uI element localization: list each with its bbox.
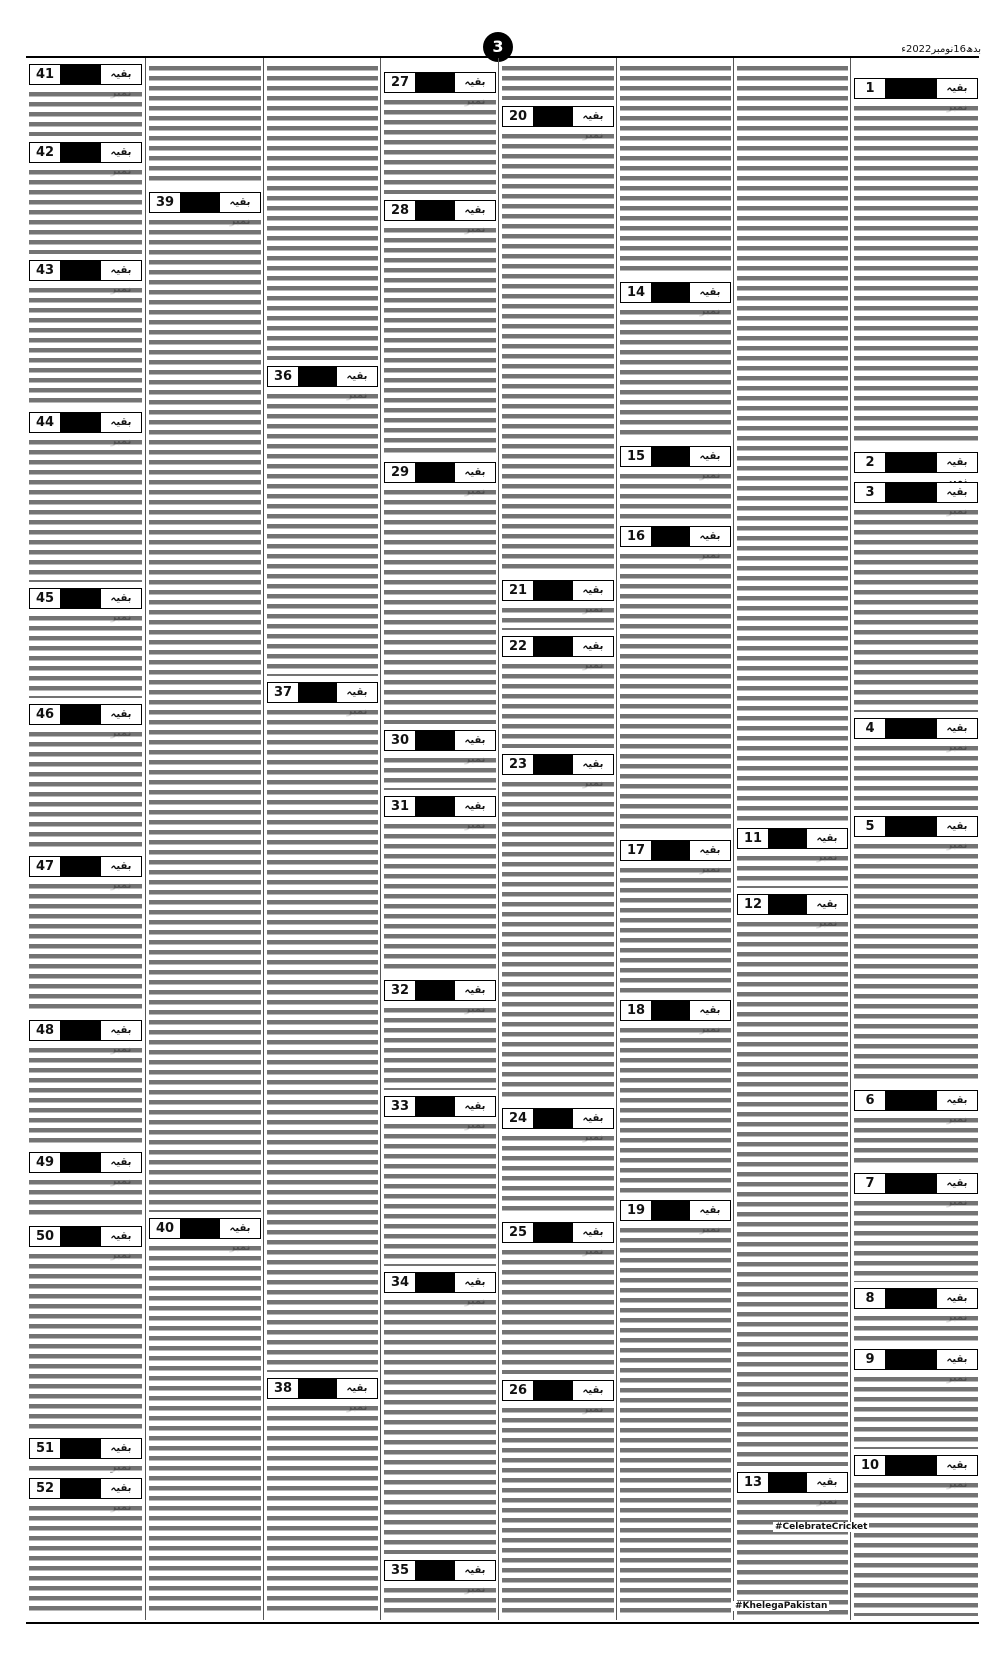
notice-black-bar (60, 589, 101, 608)
notice-number: 29 (385, 463, 415, 482)
notice-number: 34 (385, 1273, 415, 1292)
notice-header-5 (854, 816, 978, 837)
notice-black-bar (60, 1153, 101, 1172)
column-continuation-text (737, 62, 848, 822)
notice-number: 12 (738, 895, 768, 914)
notice-number: 1 (855, 79, 885, 98)
notice-number: 28 (385, 201, 415, 220)
notice-label: بقیہ (346, 687, 368, 698)
notice-body-35 (384, 1584, 496, 1616)
notice-body-12 (737, 918, 848, 1466)
notice-black-bar (651, 447, 690, 466)
notice-number: 31 (385, 797, 415, 816)
notice-header-36 (267, 366, 378, 387)
notice-number: 7 (855, 1174, 885, 1193)
notice-black-bar (533, 637, 573, 656)
notice-body-42 (29, 166, 142, 254)
notice-number: 6 (855, 1091, 885, 1110)
notice-number: 18 (621, 1001, 651, 1020)
notice-body-32 (384, 1004, 496, 1090)
notice-label: بقیہ (110, 861, 132, 872)
notice-header-50 (29, 1226, 142, 1247)
notice-number: 14 (621, 283, 651, 302)
notice-number: 4 (855, 719, 885, 738)
notice-body-28 (384, 224, 496, 456)
notice-label: بقیہ (110, 417, 132, 428)
notice-header-15 (620, 446, 731, 467)
notice-number: 22 (503, 637, 533, 656)
notice-body-48 (29, 1044, 142, 1146)
notice-black-bar (60, 1479, 101, 1498)
notice-label: بقیہ (946, 457, 968, 468)
notice-body-13 (737, 1496, 848, 1616)
notice-header-16 (620, 526, 731, 547)
notice-label: بقیہ (464, 1101, 486, 1112)
notice-body-7 (854, 1197, 978, 1282)
notice-label: بقیہ (946, 83, 968, 94)
notice-body-26 (502, 1404, 614, 1616)
notice-number: 38 (268, 1379, 298, 1398)
notice-number: 48 (30, 1021, 60, 1040)
notice-header-4 (854, 718, 978, 739)
notice-black-bar (415, 981, 455, 1000)
notice-header-41 (29, 64, 142, 85)
notice-black-bar (533, 107, 573, 126)
notice-label: بقیہ (946, 487, 968, 498)
column-8 (26, 58, 145, 1620)
notice-label: بقیہ (110, 1483, 132, 1494)
notice-body-1 (854, 102, 978, 446)
bottom-rule (26, 1622, 979, 1624)
notice-header-34 (384, 1272, 496, 1293)
notice-label: بقیہ (699, 531, 721, 542)
notice-number: 37 (268, 683, 298, 702)
hashtag-celebrate-cricket: #CelebrateCricket (775, 1522, 868, 1532)
notice-header-51 (29, 1438, 142, 1459)
notice-black-bar (533, 1381, 573, 1400)
notice-black-bar (885, 817, 937, 836)
notice-header-37 (267, 682, 378, 703)
notice-number: 21 (503, 581, 533, 600)
notice-number: 33 (385, 1097, 415, 1116)
notice-header-25 (502, 1222, 614, 1243)
notice-black-bar (885, 719, 937, 738)
notice-header-10 (854, 1455, 978, 1476)
notice-black-bar (533, 1223, 573, 1242)
notice-header-18 (620, 1000, 731, 1021)
notice-label: بقیہ (816, 1477, 838, 1488)
notice-header-23 (502, 754, 614, 775)
notice-label: بقیہ (110, 265, 132, 276)
notice-number: 50 (30, 1227, 60, 1246)
notice-number: 19 (621, 1201, 651, 1220)
notice-black-bar (415, 201, 455, 220)
notice-body-38 (267, 1402, 378, 1616)
notice-black-bar (885, 1456, 937, 1475)
notice-label: بقیہ (464, 467, 486, 478)
notice-label: بقیہ (582, 1227, 604, 1238)
notice-number: 51 (30, 1439, 60, 1458)
notice-header-19 (620, 1200, 731, 1221)
notice-header-2 (854, 452, 978, 473)
column-2 (733, 58, 851, 1620)
notice-header-22 (502, 636, 614, 657)
notice-header-32 (384, 980, 496, 1001)
notice-number: 32 (385, 981, 415, 1000)
notice-label: بقیہ (110, 147, 132, 158)
notice-black-bar (60, 65, 101, 84)
notice-black-bar (60, 143, 101, 162)
notice-number: 36 (268, 367, 298, 386)
notice-black-bar (533, 1109, 573, 1128)
notice-black-bar (768, 1473, 807, 1492)
notice-body-45 (29, 612, 142, 698)
notice-black-bar (885, 1174, 937, 1193)
page-number-badge: 3 (483, 32, 513, 62)
notice-black-bar (885, 1350, 937, 1369)
notice-body-41 (29, 88, 142, 136)
notice-body-16 (620, 550, 731, 834)
notice-body-9 (854, 1373, 978, 1449)
notice-body-5 (854, 840, 978, 1084)
notice-body-46 (29, 728, 142, 850)
notice-body-40 (149, 1242, 261, 1616)
notice-header-3 (854, 482, 978, 503)
notice-label: بقیہ (110, 1025, 132, 1036)
notice-header-8 (854, 1288, 978, 1309)
notice-black-bar (60, 1227, 101, 1246)
notice-label: بقیہ (946, 821, 968, 832)
column-3 (616, 58, 734, 1620)
notice-black-bar (60, 1021, 101, 1040)
notice-black-bar (298, 1379, 337, 1398)
notice-header-44 (29, 412, 142, 433)
notice-label: بقیہ (110, 69, 132, 80)
notice-header-11 (737, 828, 848, 849)
notice-number: 24 (503, 1109, 533, 1128)
notice-body-50 (29, 1250, 142, 1432)
notice-number: 42 (30, 143, 60, 162)
notice-header-31 (384, 796, 496, 817)
notice-header-39 (149, 192, 261, 213)
notice-header-29 (384, 462, 496, 483)
notice-label: بقیہ (464, 801, 486, 812)
column-7 (145, 58, 264, 1620)
notice-black-bar (180, 1219, 220, 1238)
notice-black-bar (415, 1273, 455, 1292)
notice-number: 47 (30, 857, 60, 876)
notice-label: بقیہ (946, 1095, 968, 1106)
notice-header-6 (854, 1090, 978, 1111)
notice-number: 16 (621, 527, 651, 546)
notice-body-10 (854, 1479, 978, 1616)
column-continuation-text (149, 62, 261, 186)
notice-number: 52 (30, 1479, 60, 1498)
notice-header-27 (384, 72, 496, 93)
notice-number: 23 (503, 755, 533, 774)
notice-black-bar (885, 483, 937, 502)
page-date: بدھ16نومبر2022ء (901, 44, 981, 55)
notice-label: بقیہ (229, 1223, 251, 1234)
notice-label: بقیہ (464, 1565, 486, 1576)
notice-body-3 (854, 506, 978, 712)
notice-black-bar (415, 1561, 455, 1580)
notice-number: 46 (30, 705, 60, 724)
notice-black-bar (651, 1001, 690, 1020)
column-continuation-text (620, 62, 731, 276)
notice-header-49 (29, 1152, 142, 1173)
notice-header-26 (502, 1380, 614, 1401)
notice-number: 17 (621, 841, 651, 860)
notice-number: 26 (503, 1381, 533, 1400)
notice-header-17 (620, 840, 731, 861)
notice-label: بقیہ (582, 111, 604, 122)
notice-number: 41 (30, 65, 60, 84)
notice-label: بقیہ (699, 845, 721, 856)
notice-black-bar (60, 1439, 101, 1458)
notice-number: 49 (30, 1153, 60, 1172)
column-continuation-text (267, 62, 378, 360)
notice-body-25 (502, 1246, 614, 1374)
notice-black-bar (768, 895, 807, 914)
notice-black-bar (415, 73, 455, 92)
notice-body-8 (854, 1312, 978, 1343)
notice-black-bar (415, 731, 455, 750)
notice-header-30 (384, 730, 496, 751)
notice-label: بقیہ (946, 1178, 968, 1189)
notice-black-bar (533, 755, 573, 774)
notice-header-46 (29, 704, 142, 725)
notice-number: 27 (385, 73, 415, 92)
notice-body-15 (620, 470, 731, 520)
notice-number: 44 (30, 413, 60, 432)
notice-body-37 (267, 706, 378, 1372)
notice-label: بقیہ (229, 197, 251, 208)
notice-number: 39 (150, 193, 180, 212)
notice-number: 3 (855, 483, 885, 502)
notice-body-49 (29, 1176, 142, 1220)
notice-number: 9 (855, 1350, 885, 1369)
notice-label: بقیہ (110, 1157, 132, 1168)
notice-number: 45 (30, 589, 60, 608)
notice-label: بقیہ (110, 593, 132, 604)
column-4 (498, 58, 617, 1620)
notice-header-13 (737, 1472, 848, 1493)
notice-number: 11 (738, 829, 768, 848)
notice-header-9 (854, 1349, 978, 1370)
notice-label: بقیہ (699, 287, 721, 298)
notice-body-19 (620, 1224, 731, 1616)
notice-number: 2 (855, 453, 885, 472)
notice-header-14 (620, 282, 731, 303)
notice-body-34 (384, 1296, 496, 1554)
notice-black-bar (885, 1091, 937, 1110)
notice-body-11 (737, 852, 848, 888)
notice-label: بقیہ (464, 205, 486, 216)
notice-number: 35 (385, 1561, 415, 1580)
notice-body-52 (29, 1502, 142, 1616)
notice-black-bar (60, 261, 101, 280)
notice-header-38 (267, 1378, 378, 1399)
notice-number: 30 (385, 731, 415, 750)
notice-label: بقیہ (582, 585, 604, 596)
notice-header-40 (149, 1218, 261, 1239)
notice-header-20 (502, 106, 614, 127)
notice-label: بقیہ (946, 723, 968, 734)
notice-header-43 (29, 260, 142, 281)
notice-label: بقیہ (816, 899, 838, 910)
notice-number: 25 (503, 1223, 533, 1242)
column-continuation-text (502, 62, 614, 100)
notice-black-bar (533, 581, 573, 600)
notice-black-bar (298, 683, 337, 702)
notice-header-1 (854, 78, 978, 99)
notice-label: بقیہ (582, 1113, 604, 1124)
notice-black-bar (415, 463, 455, 482)
notice-body-30 (384, 754, 496, 790)
notice-header-52 (29, 1478, 142, 1499)
notice-body-27 (384, 96, 496, 194)
notice-black-bar (651, 1201, 690, 1220)
notice-label: بقیہ (464, 985, 486, 996)
notice-label: بقیہ (110, 709, 132, 720)
notice-body-43 (29, 284, 142, 406)
notice-header-7 (854, 1173, 978, 1194)
column-1 (850, 58, 981, 1620)
notice-black-bar (885, 1289, 937, 1308)
notice-body-18 (620, 1024, 731, 1194)
notice-number: 43 (30, 261, 60, 280)
notice-label: بقیہ (699, 451, 721, 462)
notice-label: بقیہ (699, 1205, 721, 1216)
notice-label: بقیہ (582, 1385, 604, 1396)
notice-number: 8 (855, 1289, 885, 1308)
notice-label: بقیہ (946, 1293, 968, 1304)
notice-black-bar (60, 413, 101, 432)
notice-header-45 (29, 588, 142, 609)
notice-body-20 (502, 130, 614, 574)
notice-number: 5 (855, 817, 885, 836)
notice-black-bar (60, 857, 101, 876)
notice-number: 20 (503, 107, 533, 126)
notice-header-33 (384, 1096, 496, 1117)
notice-number: 40 (150, 1219, 180, 1238)
notice-label: بقیہ (110, 1443, 132, 1454)
column-5 (380, 58, 499, 1620)
notice-black-bar (768, 829, 807, 848)
notice-number: 10 (855, 1456, 885, 1475)
notice-number: 13 (738, 1473, 768, 1492)
notice-label: بقیہ (346, 371, 368, 382)
notice-body-36 (267, 390, 378, 676)
notice-label: بقیہ (582, 759, 604, 770)
notice-label: بقیہ (110, 1231, 132, 1242)
notice-black-bar (298, 367, 337, 386)
notice-label: بقیہ (464, 735, 486, 746)
notice-black-bar (651, 283, 690, 302)
notice-black-bar (415, 1097, 455, 1116)
notice-body-24 (502, 1132, 614, 1216)
notice-body-39 (149, 216, 261, 1212)
notice-black-bar (60, 705, 101, 724)
notice-label: بقیہ (464, 77, 486, 88)
notice-label: بقیہ (699, 1005, 721, 1016)
notice-body-31 (384, 820, 496, 974)
notice-body-23 (502, 778, 614, 1102)
notice-black-bar (180, 193, 220, 212)
notice-header-21 (502, 580, 614, 601)
notice-black-bar (885, 79, 937, 98)
notice-number: 15 (621, 447, 651, 466)
notice-body-14 (620, 306, 731, 440)
notice-header-35 (384, 1560, 496, 1581)
notice-body-17 (620, 864, 731, 994)
notice-black-bar (885, 453, 937, 472)
notice-body-6 (854, 1114, 978, 1167)
notice-label: بقیہ (816, 833, 838, 844)
notice-body-44 (29, 436, 142, 582)
column-6 (263, 58, 381, 1620)
notice-label: بقیہ (346, 1383, 368, 1394)
notice-body-4 (854, 742, 978, 810)
notice-body-22 (502, 660, 614, 748)
notice-black-bar (651, 527, 690, 546)
hashtag-khelega-pakistan: #KhelegaPakistan (735, 1601, 828, 1611)
notice-header-47 (29, 856, 142, 877)
notice-body-47 (29, 880, 142, 1014)
notice-header-42 (29, 142, 142, 163)
notice-header-28 (384, 200, 496, 221)
notice-black-bar (415, 797, 455, 816)
notice-body-33 (384, 1120, 496, 1266)
notice-label: بقیہ (582, 641, 604, 652)
notice-body-51 (29, 1462, 142, 1472)
notice-black-bar (651, 841, 690, 860)
notice-body-21 (502, 604, 614, 630)
notice-header-48 (29, 1020, 142, 1041)
notice-label: بقیہ (946, 1460, 968, 1471)
notice-label: بقیہ (464, 1277, 486, 1288)
notice-label: بقیہ (946, 1354, 968, 1365)
notice-header-24 (502, 1108, 614, 1129)
notice-body-29 (384, 486, 496, 724)
notice-header-12 (737, 894, 848, 915)
